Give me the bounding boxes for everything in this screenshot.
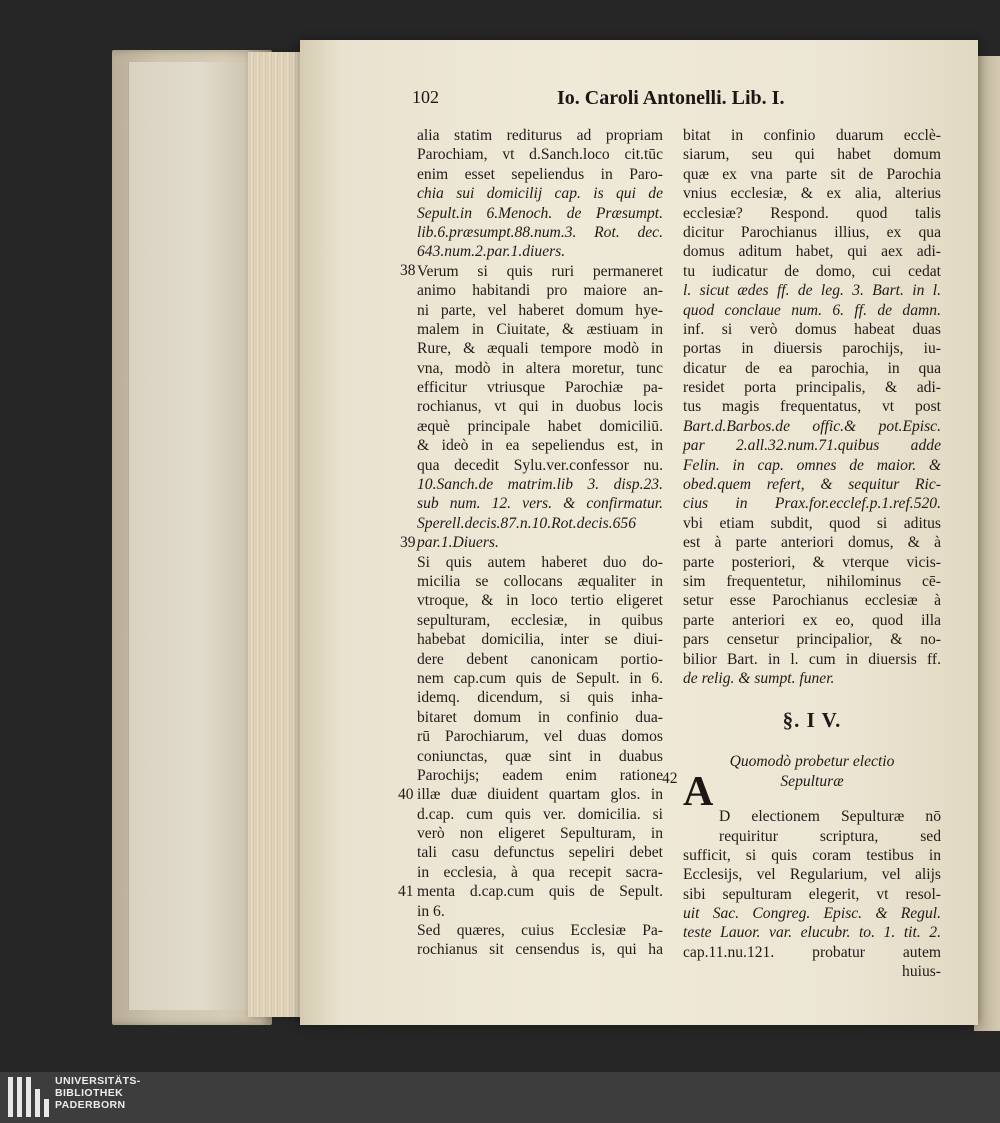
- text-line: & ideò in ea sepeliendus est, in: [417, 437, 663, 455]
- paragraph-number: 40: [398, 786, 414, 803]
- text-line: ni parte, vel haberet domum hye-: [417, 301, 663, 319]
- text-line: 10.Sanch.de matrim.lib 3. disp.23.: [417, 476, 663, 494]
- text-line: chia sui domicilij cap. is qui de: [417, 185, 663, 203]
- text-line: Verum si quis ruri permaneret: [417, 262, 663, 280]
- text-line: enim esset sepeliendus in Paro-: [417, 165, 663, 183]
- text-line: malem in Ciuitate, & æstiuam in: [417, 320, 663, 338]
- text-line: parte anteriori ex eo, quod illa: [683, 611, 941, 629]
- text-line: Ecclesijs, vel Regularium, vel alijs: [683, 866, 941, 884]
- text-line: rochianus sit censendus is, qui ha: [417, 941, 663, 959]
- text-line: vnius ecclesiæ, & ex alia, alterius: [683, 185, 941, 203]
- text-line: sufficit, si quis coram testibus in: [683, 846, 941, 864]
- paragraph-number: 39: [400, 534, 416, 551]
- text-line: residet porta principalis, & adi-: [683, 379, 941, 397]
- text-line: Bart.d.Barbos.de offic.& pot.Episc.: [683, 417, 941, 435]
- text-line: setur esse Parochianus ecclesiæ à: [683, 592, 941, 610]
- library-name-line: UNIVERSITÄTS-: [55, 1075, 141, 1087]
- drop-capital: A: [683, 769, 714, 815]
- text-line: siarum, seu qui habet domum: [683, 146, 941, 164]
- text-line: æquè principale habet domiciliū.: [417, 417, 663, 435]
- text-line: animo habitandi pro maiore an-: [417, 282, 663, 300]
- text-line: Sepult.in 6.Menoch. de Præsumpt.: [417, 204, 663, 222]
- text-line: dicitur Parochianus illius, ex qua: [683, 223, 941, 241]
- text-line: Parochijs; eadem enim ratione: [417, 766, 663, 784]
- text-line: quod conclaue num. 6. ff. de damn.: [683, 301, 941, 319]
- text-line: illæ duæ diuident quartam glos. in: [417, 786, 663, 804]
- text-line: portas in diuersis parochijs, iu-: [683, 340, 941, 358]
- text-line: cap.11.nu.121. probatur autem: [683, 943, 941, 961]
- book-endpaper: [128, 62, 249, 1010]
- text-line: par 2.all.32.num.71.quibus adde: [683, 437, 941, 455]
- text-line: vna, modò in altera moretur, tunc: [417, 359, 663, 377]
- text-line: quæ ex vna parte sit de Parochia: [683, 165, 941, 183]
- text-line: uit Sac. Congreg. Episc. & Regul.: [683, 905, 941, 923]
- text-line: vbi etiam subdit, quod si aditus: [683, 514, 941, 532]
- text-line: verò non eligeret Sepulturam, in: [417, 825, 663, 843]
- text-line: rochianus, vt qui in duobus locis: [417, 398, 663, 416]
- text-line: domus aditum habet, qui aex adi-: [683, 243, 941, 261]
- text-line: sub num. 12. vers. & confirmatur.: [417, 495, 663, 513]
- text-line: tus magis frequentatus, vt post: [683, 398, 941, 416]
- text-line: menta d.cap.cum quis de Sepult.: [417, 883, 663, 901]
- text-line: bitaret domum in confinio dua-: [417, 708, 663, 726]
- section-subtitle: Quomodò probetur electio: [729, 753, 895, 771]
- left-text-column: [417, 126, 663, 960]
- text-line: qua decedit Sylu.ver.confessor nu.: [417, 456, 663, 474]
- section-subtitle: Sepulturæ: [780, 772, 844, 790]
- text-line: nem cap.cum quis de Sepult. in 6.: [417, 669, 663, 687]
- text-line: est à parte anteriori domus, & à: [683, 534, 941, 552]
- text-line: obed.quem refert, & sequitur Ric-: [683, 476, 941, 494]
- text-line: dere debent canonicam portio-: [417, 650, 663, 668]
- text-line: Si quis autem haberet duo do-: [417, 553, 663, 571]
- text-line: vtroque, & in loco tertio eligeret: [417, 592, 663, 610]
- text-line: sim frequentetur, nihilominus cē-: [683, 572, 941, 590]
- paragraph-number: 38: [400, 262, 416, 279]
- catchword: huius-: [902, 963, 941, 981]
- text-line: d.cap. cum quis ver. domicilia. si: [417, 805, 663, 823]
- library-name-line: PADERBORN: [55, 1099, 126, 1111]
- text-line: in 6.: [417, 902, 445, 920]
- paragraph-number: 41: [398, 883, 414, 900]
- text-line: Rure, & æquali tempore modò in: [417, 340, 663, 358]
- library-logo-icon: [8, 1077, 50, 1117]
- text-line: Sperell.decis.87.n.10.Rot.decis.656: [417, 514, 636, 532]
- text-line: requiritur scriptura, sed: [719, 827, 941, 845]
- library-name: [55, 1075, 141, 1111]
- text-line: bilior Bart. in l. cum in diuersis ff.: [683, 650, 941, 668]
- text-line: Sed quæres, cuius Ecclesiæ Pa-: [417, 922, 663, 940]
- text-line: 643.num.2.par.1.diuers.: [417, 243, 566, 261]
- paragraph-number: 42: [662, 770, 678, 787]
- text-line: D electionem Sepulturæ nō: [719, 808, 941, 826]
- text-line: cius in Prax.for.ecclef.p.1.ref.520.: [683, 495, 941, 513]
- text-line: tali casu defunctus sepeliri debet: [417, 844, 663, 862]
- text-line: parte posteriori, & vterque vicis-: [683, 553, 941, 571]
- text-line: coniunctas, quæ sint in duabus: [417, 747, 663, 765]
- text-line: habebat domicilia, inter se diui-: [417, 631, 663, 649]
- text-line: sibi sepulturam elegerit, vt resol-: [683, 885, 941, 903]
- text-line: Parochiam, vt d.Sanch.loco cit.tūc: [417, 146, 663, 164]
- page-stack-edge: [248, 52, 306, 1017]
- text-line: bitat in confinio duarum ecclè-: [683, 127, 941, 144]
- library-footer: [0, 1072, 1000, 1123]
- text-line: dicatur de ea parochia, in qua: [683, 359, 941, 377]
- text-line: in ecclesia, à qua recepit sacra-: [417, 863, 663, 881]
- running-title: Io. Caroli Antonelli. Lib. I.: [557, 87, 785, 109]
- text-line: inf. si verò domus habeat duas: [683, 320, 941, 338]
- page-number: 102: [412, 87, 439, 107]
- text-line: l. sicut ædes ff. de leg. 3. Bart. in l.: [683, 282, 941, 300]
- text-line: teste Lauor. var. elucubr. to. 1. tit. 2.: [683, 924, 941, 942]
- right-text-column: [683, 126, 941, 982]
- library-name-line: BIBLIOTHEK: [55, 1087, 124, 1099]
- text-line: idemq. dicendum, si quis inha-: [417, 689, 663, 707]
- text-line: efficitur vtriusque Parochiæ pa-: [417, 379, 663, 397]
- section-heading: §. I V.: [782, 708, 842, 733]
- text-line: lib.6.præsumpt.88.num.3. Rot. dec.: [417, 223, 663, 241]
- text-line: ecclesiæ? Respond. quod talis: [683, 204, 941, 222]
- text-line: alia statim rediturus ad propriam: [417, 127, 663, 144]
- text-line: micilia se collocans æqualiter in: [417, 572, 663, 590]
- text-line: sepulturam, ecclesiæ, in quibus: [417, 611, 663, 629]
- text-line: par.1.Diuers.: [417, 534, 499, 552]
- text-line: rū Parochiarum, vel duas domos: [417, 728, 663, 746]
- text-line: de relig. & sumpt. funer.: [683, 669, 835, 687]
- text-line: tu iudicatur de domo, cui cedat: [683, 262, 941, 280]
- text-line: pars censetur principalior, & no-: [683, 631, 941, 649]
- text-line: Felin. in cap. omnes de maior. &: [683, 456, 941, 474]
